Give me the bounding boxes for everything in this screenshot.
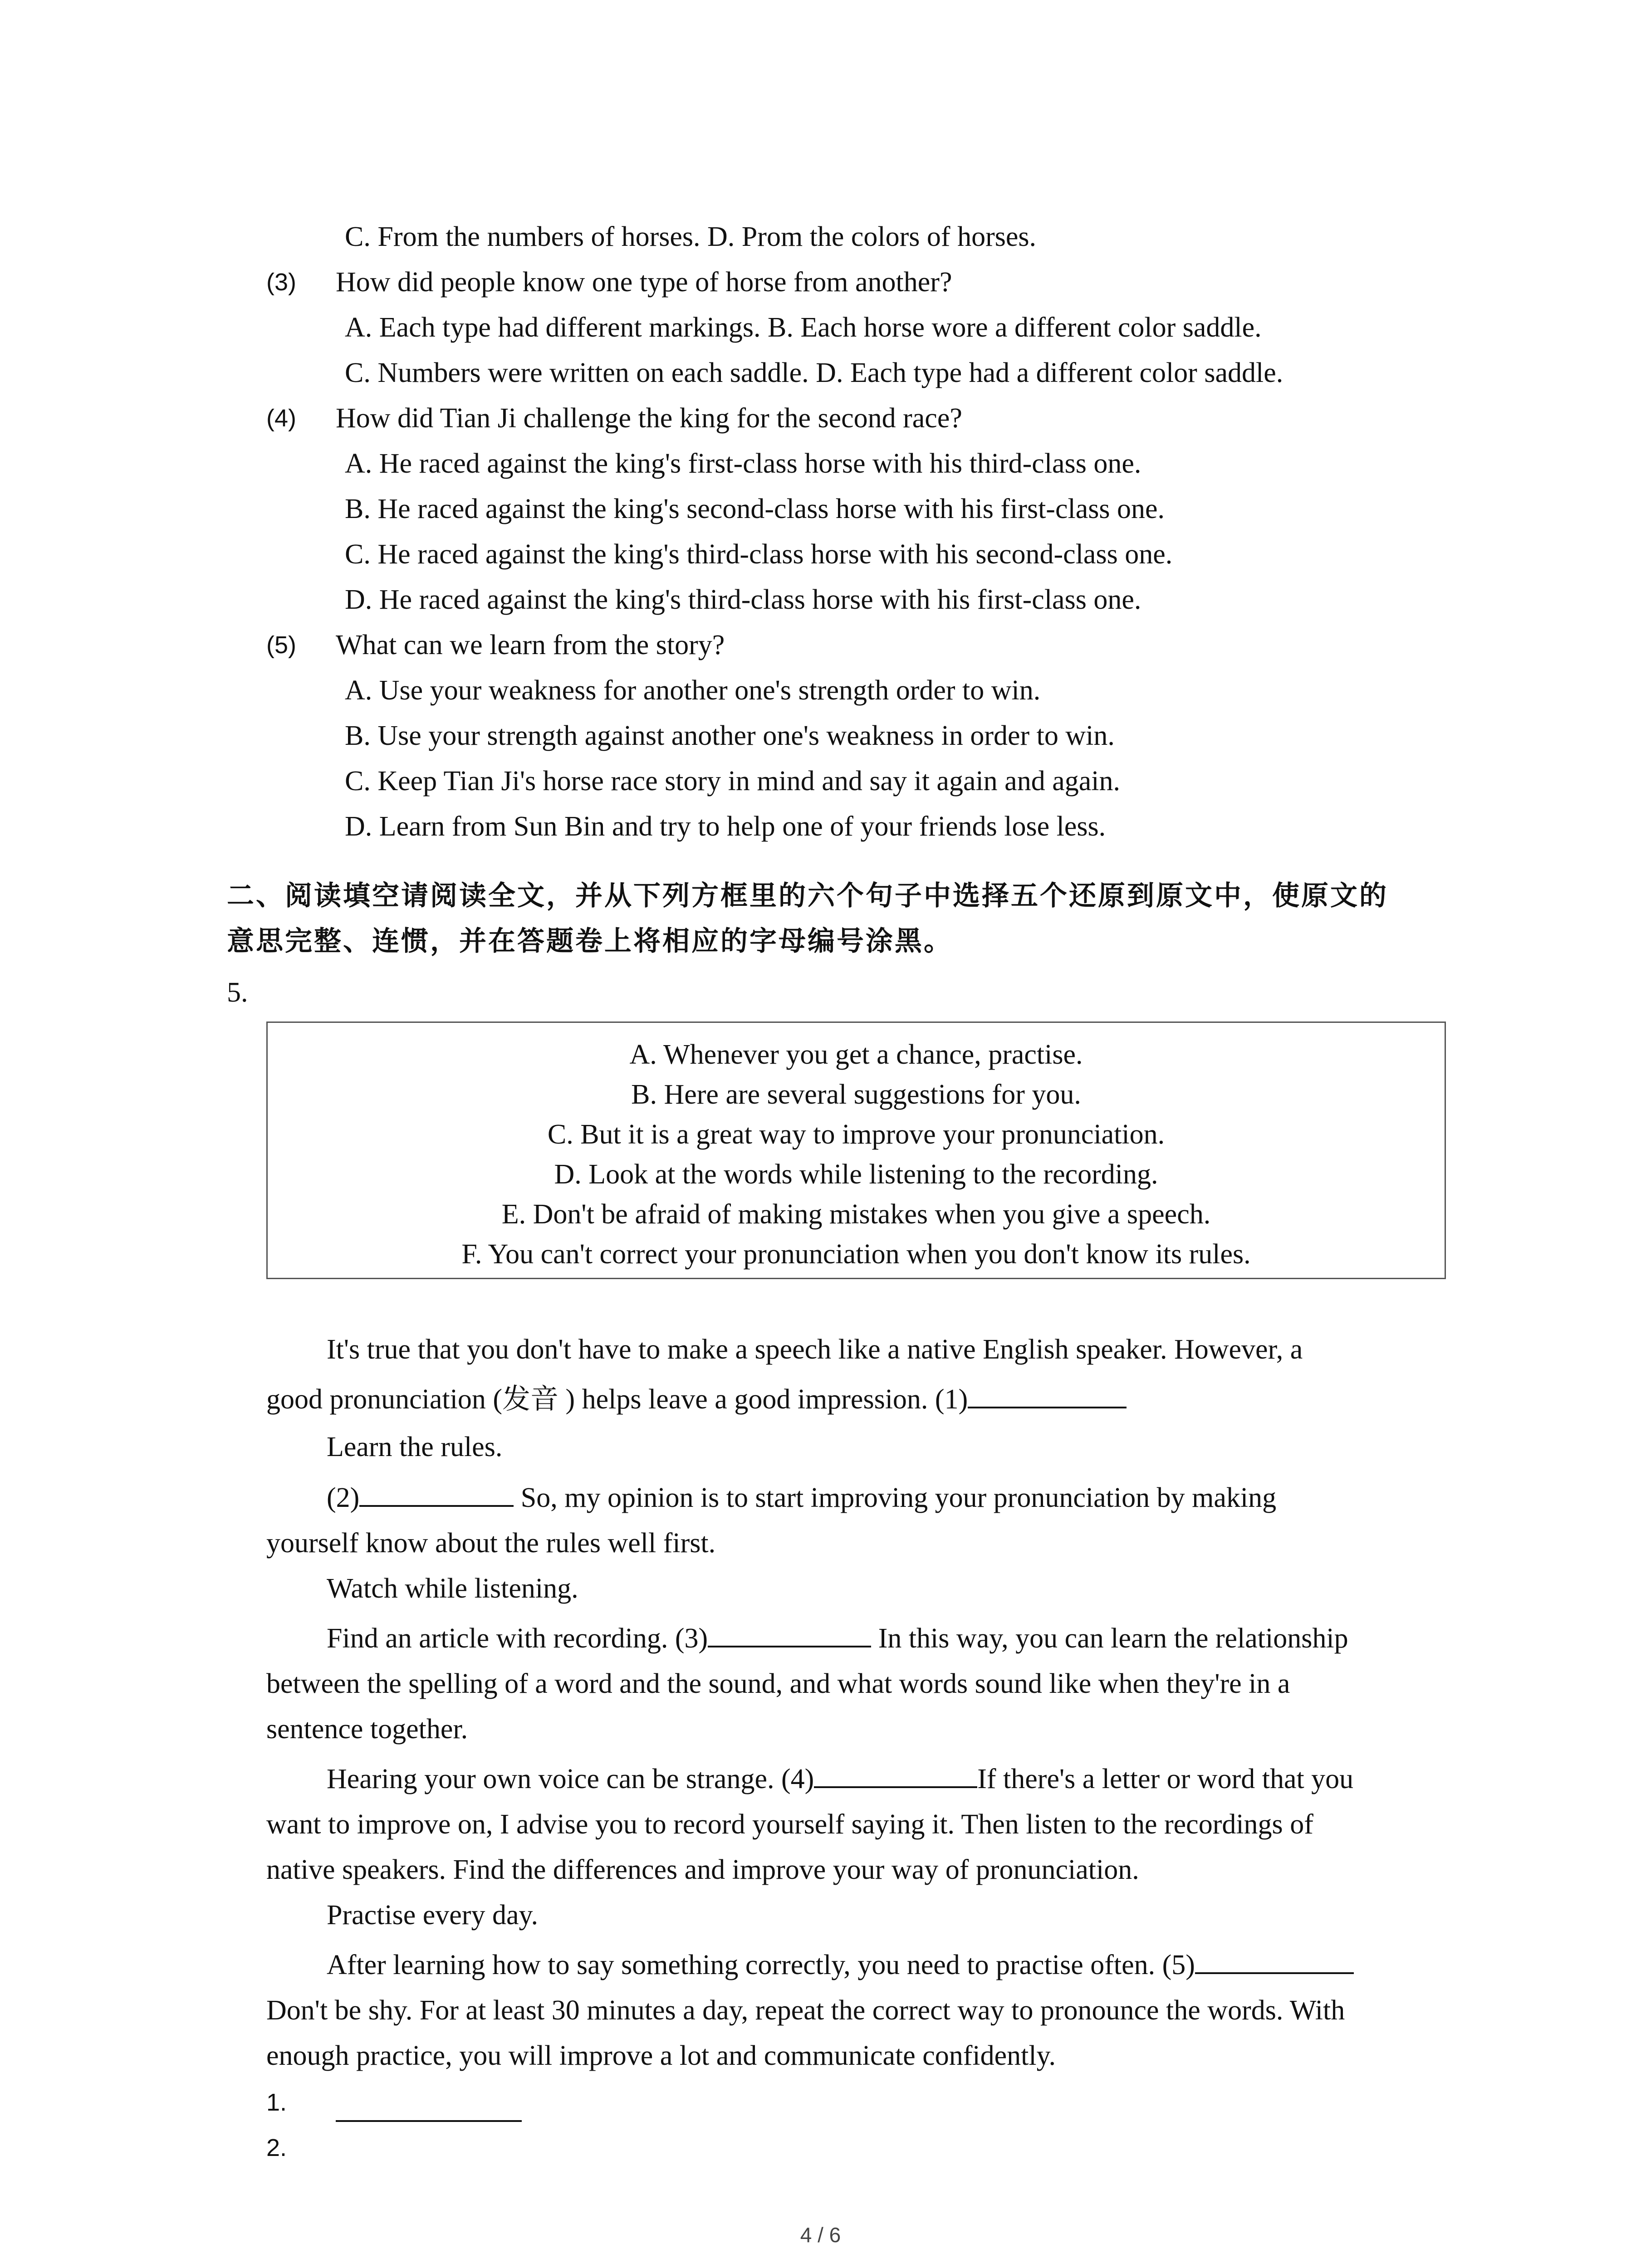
passage-line: enough practice, you will improve a lot and communicate confidently.: [266, 2040, 1056, 2071]
passage-heading: Learn the rules.: [327, 1432, 503, 1462]
passage-line: It's true that you don't have to make a speech like a native English speaker. However, a: [327, 1334, 1303, 1365]
passage-text: good pronunciation (发音 ) helps leave a good impression. (1): [266, 1384, 968, 1415]
answer-blank-4: [814, 1761, 977, 1788]
passage-line: [327, 1947, 1354, 1983]
option-line: C. Keep Tian Ji's horse race story in mind and say it again and again.: [345, 766, 1120, 797]
passage-line: sentence together.: [266, 1714, 468, 1745]
answer-blank-2: [359, 1480, 514, 1507]
box-option: F. You can't correct your pronunciation when you don't know its rules.: [461, 1239, 1251, 1270]
option-line: C. From the numbers of horses. D. Prom the colors of horses.: [345, 221, 1036, 252]
page-number: 4 / 6: [800, 2223, 841, 2247]
answer-blank-3: [708, 1620, 871, 1647]
passage-heading: Practise every day.: [327, 1900, 538, 1931]
option-line: C. He raced against the king's third-class horse with his second-class one.: [345, 539, 1173, 570]
section-title: 意思完整、连惯，并在答题卷上将相应的字母编号涂黑。: [227, 925, 953, 957]
passage-line: [327, 1620, 1348, 1657]
options-box: [266, 1022, 1446, 1279]
passage-text: After learning how to say something correctly, you need to practise often. (5): [327, 1950, 1195, 1980]
option-line: C. Numbers were written on each saddle. D. Each type had a different color saddle.: [345, 357, 1283, 388]
passage-heading: Watch while listening.: [327, 1573, 578, 1604]
answer-number: 2.: [266, 2134, 287, 2161]
question-number: (4): [266, 405, 296, 432]
passage-line: [327, 1480, 1276, 1516]
option-line: D. He raced against the king's third-class horse with his first-class one.: [345, 584, 1141, 615]
question-number: (5): [266, 631, 296, 659]
passage-text: Hearing your own voice can be strange. (4): [327, 1764, 814, 1794]
question-number: (3): [266, 269, 296, 296]
box-option: B. Here are several suggestions for you.: [631, 1079, 1081, 1110]
option-line: A. Each type had different markings. B. Each horse wore a different color saddle.: [345, 312, 1262, 343]
passage-line: yourself know about the rules well first.: [266, 1528, 716, 1559]
option-line: D. Learn from Sun Bin and try to help one of your friends lose less.: [345, 811, 1106, 842]
passage-text: So, my opinion is to start improving your pronunciation by making: [514, 1482, 1277, 1513]
passage-line: Don't be shy. For at least 30 minutes a day, repeat the correct way to pronounce the words. With: [266, 1995, 1345, 2026]
passage-line: between the spelling of a word and the sound, and what words sound like when they're in a: [266, 1668, 1290, 1699]
passage-text: (2): [327, 1482, 360, 1513]
box-option: A. Whenever you get a chance, practise.: [629, 1039, 1083, 1070]
option-line: B. Use your strength against another one's weakness in order to win.: [345, 720, 1115, 751]
option-line: B. He raced against the king's second-class horse with his first-class one.: [345, 494, 1165, 524]
answer-line-1[interactable]: [336, 2095, 522, 2122]
box-option: E. Don't be afraid of making mistakes when you give a speech.: [501, 1199, 1211, 1230]
question-stem: How did people know one type of horse from another?: [336, 267, 952, 298]
option-line: A. Use your weakness for another one's strength order to win.: [345, 675, 1041, 706]
question-stem: How did Tian Ji challenge the king for the second race?: [336, 403, 962, 434]
passage-line: [266, 1381, 1127, 1418]
section-title: 二、阅读填空请阅读全文，并从下列方框里的六个句子中选择五个还原到原文中，使原文的: [227, 880, 1388, 912]
passage-text: If there's a letter or word that you: [977, 1764, 1354, 1794]
passage-text: Find an article with recording. (3): [327, 1623, 708, 1654]
box-option: D. Look at the words while listening to the recording.: [554, 1159, 1158, 1190]
answer-blank-5: [1195, 1947, 1354, 1974]
passage-line: [327, 1761, 1353, 1797]
passage-text: In this way, you can learn the relationship: [871, 1623, 1348, 1654]
passage-line: native speakers. Find the differences and improve your way of pronunciation.: [266, 1854, 1139, 1885]
passage-line: want to improve on, I advise you to record yourself saying it. Then listen to the recordings of: [266, 1809, 1313, 1840]
option-line: A. He raced against the king's first-class horse with his third-class one.: [345, 448, 1141, 479]
question-number: 5.: [227, 977, 248, 1008]
answer-blank-1: [968, 1381, 1127, 1408]
question-stem: What can we learn from the story?: [336, 630, 725, 660]
box-option: C. But it is a great way to improve your pronunciation.: [547, 1119, 1165, 1150]
answer-number: 1.: [266, 2089, 287, 2116]
